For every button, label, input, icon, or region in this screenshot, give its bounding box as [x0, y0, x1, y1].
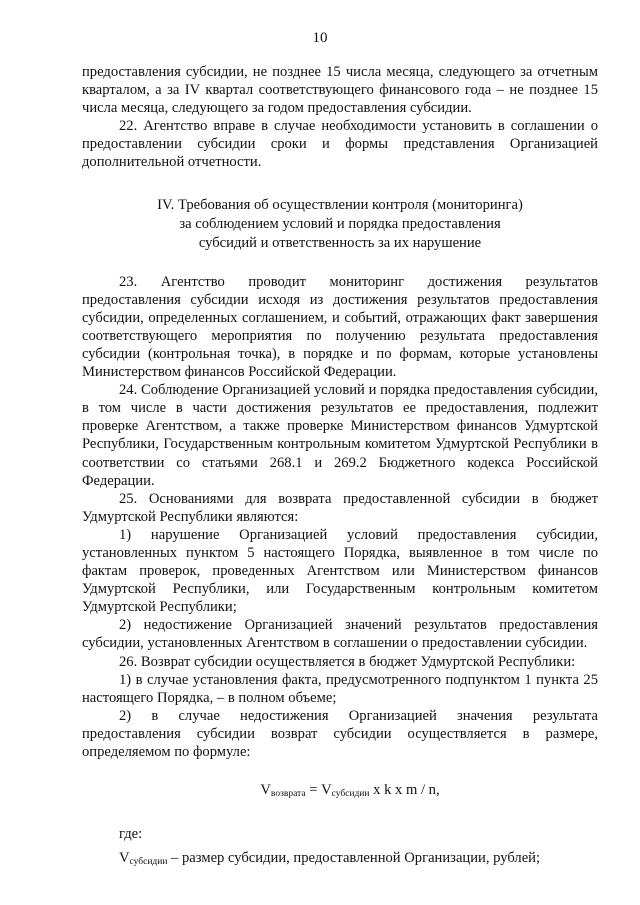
- paragraph-24: 24. Соблюдение Организацией условий и порядка предоставления субсидии, в том числе в части достижения результатов ее предоставления, подлежит проверке Агентством, а также проверке Министерством финансов Удмуртской Республики, Государственным контрольным комитетом Удмуртской Республики в соответствии со статьями 268.1 и 269.2 Бюджетного кодекса Российской Федерации.: [82, 382, 598, 489]
- document-body: [82, 63, 598, 871]
- formula-rhs-subscript: субсидии: [331, 789, 370, 800]
- definition-text: – размер субсидии, предоставленной Организации, рублей;: [167, 850, 541, 867]
- where-label: где:: [119, 826, 143, 843]
- page-number: 10: [312, 30, 328, 46]
- section-heading-line: за соблюдением условий и порядка предоставления: [179, 215, 501, 232]
- paragraph-25-item-1: 1) нарушение Организацией условий предоставления субсидии, установленных пунктом 5 настоящего Порядка, выявленное в том числе по фактам проверок, проведенных Агентством или Министерством финансов Удмуртской Республики, или Государственным контрольным комитетом Удмуртской Республики;: [82, 526, 598, 616]
- paragraph-continuation: предоставления субсидии, не позднее 15 числа месяца, следующего за отчетным кварталом, а за IV квартал соответствующего финансового года – не позднее 15 числа месяца, следующего за годом предоставления субсидии.: [82, 64, 598, 117]
- formula-rhs-symbol: V: [321, 782, 332, 799]
- return-formula: [82, 781, 598, 803]
- paragraph-25-item-2: 2) недостижение Организацией значений результатов предоставления субсидии, установленных Агентством в соглашении о предоставлении субсидии.: [82, 617, 598, 652]
- paragraph-26-item-1: 1) в случае установления факта, предусмотренного подпунктом 1 пункта 25 настоящего Порядка, – в полном объеме;: [82, 671, 598, 706]
- formula-rhs-tail: x k x m / n,: [369, 782, 440, 799]
- definition-symbol: V: [119, 850, 130, 867]
- section-heading-line: IV. Требования об осуществлении контроля (мониторинга): [157, 196, 523, 213]
- paragraph-26: 26. Возврат субсидии осуществляется в бюджет Удмуртской Республики:: [119, 653, 576, 670]
- section-heading-line: субсидий и ответственность за их нарушение: [198, 234, 482, 251]
- paragraph-25: 25. Основаниями для возврата предоставленной субсидии в бюджет Удмуртской Республики являются:: [82, 490, 598, 525]
- paragraph-22: 22. Агентство вправе в случае необходимости установить в соглашении о предоставлении субсидии сроки и формы представления Организацией дополнительной отчетности.: [82, 118, 598, 171]
- formula-equals: =: [305, 782, 322, 799]
- section-heading: [82, 196, 598, 253]
- paragraph-23: 23. Агентство проводит мониторинг достижения результатов предоставления субсидии исходя из достижения результатов предоставления субсидии, определенных соглашением, и событий, отражающих факт завершения соответствующего мероприятия по получению результата предоставления субсидии (контрольная точка), в порядке и по формам, которые установлены Министерством финансов Российской Федерации.: [82, 273, 598, 381]
- formula-lhs-symbol: V: [260, 782, 271, 799]
- formula-lhs-subscript: возврата: [270, 789, 306, 800]
- definition-subscript: субсидии: [129, 857, 168, 868]
- variable-definition: [82, 849, 598, 871]
- paragraph-26-item-2: 2) в случае недостижения Организацией значения результата предоставления субсидии возврат субсидии осуществляется в размере, определяемом по формуле:: [82, 707, 598, 760]
